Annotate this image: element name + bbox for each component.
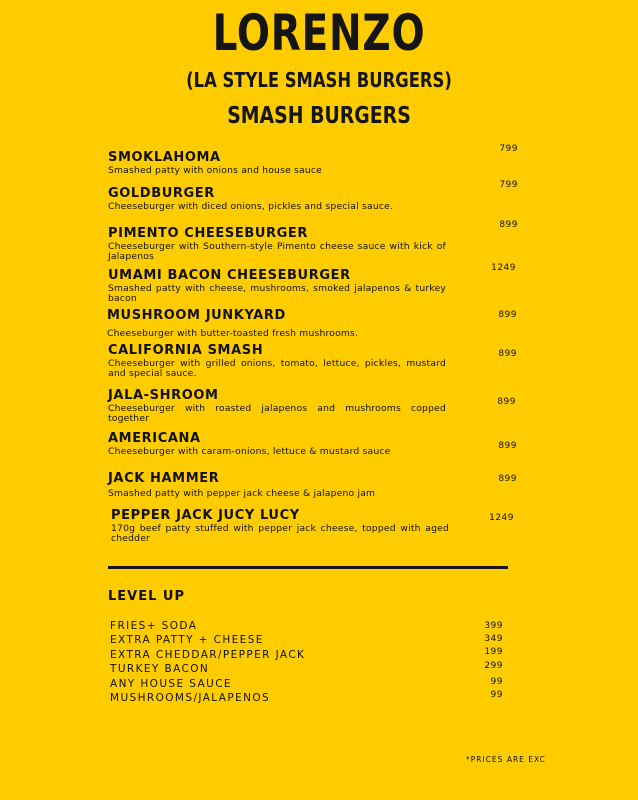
item-price: 899: [498, 349, 517, 359]
item-price: 899: [498, 310, 517, 320]
levelup-title: LEVEL UP: [108, 589, 185, 604]
addon-name: EXTRA CHEDDAR/PEPPER JACK: [110, 649, 306, 661]
menu-item: [108, 268, 548, 303]
item-desc: Cheeseburger with caram-onions, lettuce & mustard sauce: [108, 446, 391, 457]
item-name: CALIFORNIA SMASH: [108, 343, 264, 358]
item-name: MUSHROOM JUNKYARD: [107, 308, 286, 323]
section-title: SMASH BURGERS: [227, 103, 411, 129]
item-name: JALA-SHROOM: [108, 388, 219, 403]
item-desc: Smashed patty with pepper jack cheese & jalapeno jam: [108, 488, 376, 499]
item-desc: 170g beef patty stuffed with pepper jack cheese, topped with aged chedder: [111, 523, 449, 544]
addon-price: 349: [484, 634, 503, 644]
addon-name: FRIES+ SODA: [110, 620, 198, 632]
item-desc: Cheeseburger with diced onions, pickles and special sauce.: [108, 201, 394, 212]
footnote: *PRICES ARE EXC: [466, 755, 546, 764]
item-name: SMOKLAHOMA: [108, 150, 221, 165]
item-price: 799: [499, 180, 518, 190]
addon-price: 299: [484, 661, 503, 671]
item-desc: Cheeseburger with grilled onions, tomato, lettuce, pickles, mustard and special sauce.: [108, 358, 446, 379]
item-name: AMERICANA: [108, 431, 201, 446]
item-desc: Cheeseburger with roasted jalapenos and mushrooms copped together: [108, 403, 446, 424]
item-name: PEPPER JACK JUCY LUCY: [111, 508, 300, 523]
section-divider: [108, 566, 508, 569]
item-price: 899: [499, 220, 518, 230]
menu-item: [108, 226, 548, 261]
item-price: 799: [499, 144, 518, 154]
item-price: 1249: [491, 263, 516, 273]
item-name: GOLDBURGER: [108, 186, 215, 201]
item-price: 1249: [489, 513, 514, 523]
item-desc: Cheeseburger with Southern-style Pimento cheese sauce with kick of Jalapenos: [108, 241, 446, 262]
item-desc: Smashed patty with cheese, mushrooms, smoked jalapenos & turkey bacon: [108, 283, 446, 304]
brand-title: LORENZO: [212, 4, 426, 62]
item-price: 899: [498, 441, 517, 451]
addon-name: EXTRA PATTY + CHEESE: [110, 634, 264, 646]
brand-subtitle: (LA STYLE SMASH BURGERS): [186, 68, 452, 92]
item-name: UMAMI BACON CHEESEBURGER: [108, 268, 351, 283]
addon-price: 399: [484, 621, 503, 631]
item-name: JACK HAMMER: [108, 471, 220, 486]
item-name: PIMENTO CHEESEBURGER: [108, 226, 308, 241]
addon-price: 199: [484, 647, 503, 657]
addon-price: 99: [490, 677, 503, 687]
item-price: 899: [498, 474, 517, 484]
addon-name: TURKEY BACON: [110, 663, 210, 675]
item-desc: Cheeseburger with butter-toasted fresh mushrooms.: [107, 328, 359, 339]
addon-price: 99: [490, 690, 503, 700]
item-price: 899: [497, 397, 516, 407]
addon-name: ANY HOUSE SAUCE: [110, 678, 232, 690]
addon-name: MUSHROOMS/JALAPENOS: [110, 692, 271, 704]
item-desc: Smashed patty with onions and house sauce: [108, 165, 322, 176]
